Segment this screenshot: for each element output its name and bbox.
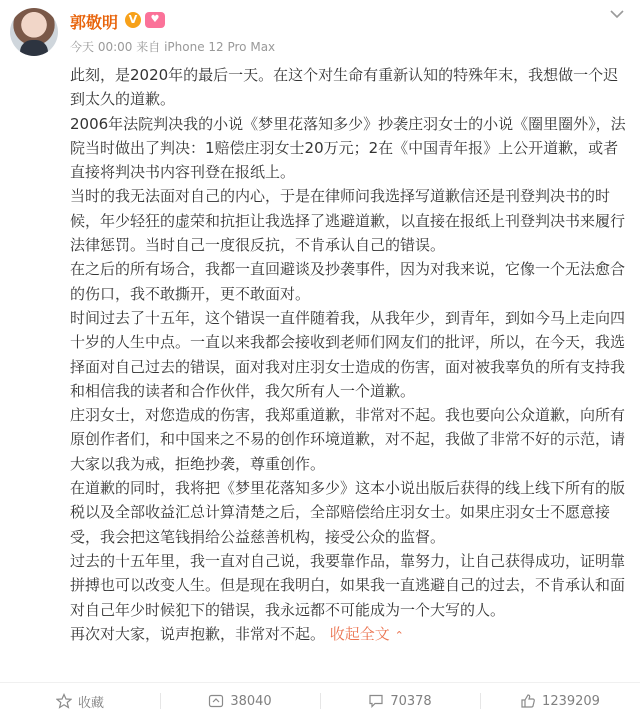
collapse-arrow-icon[interactable]: ⌃ (394, 628, 404, 642)
paragraph: 庄羽女士，对您造成的伤害，我郑重道歉，非常对不起。我也要向公众道歉，向所有原创作者们，和中国来之不易的创作环境道歉，对不起，我做了非常不好的示范，请大家以我为戒，拒绝抄袭，尊重创作。 (70, 406, 626, 473)
post-device[interactable]: iPhone 12 Pro Max (164, 40, 276, 54)
vip-badge-icon[interactable]: ♥ (145, 12, 165, 28)
post-content (70, 63, 626, 648)
thumbs-up-icon (520, 693, 536, 709)
paragraph: 在道歉的同时，我将把《梦里花落知多少》这本小说出版后获得的线上线下所有的版税以及全部收益汇总计算清楚之后，全部赔偿给庄羽女士。如果庄羽女士不愿意接受，我会把这笔钱捐给公益慈善机构，接受公众的监督。 (70, 479, 626, 546)
avatar[interactable] (10, 8, 58, 56)
username[interactable]: 郭敬明 (70, 13, 119, 32)
paragraph: 2006年法院判决我的小说《梦里花落知多少》抄袭庄羽女士的小说《圈里圈外》，法院当时做出了判决：1赔偿庄羽女士20万元；2在《中国青年报》上公开道歉，或者直接将判决书内容刊登在报纸上。 (70, 114, 626, 182)
comment-button[interactable] (320, 683, 480, 719)
post-meta (70, 38, 275, 55)
favorite-button[interactable] (0, 683, 160, 719)
paragraph: 时间过去了十五年，这个错误一直伴随着我，从我年少，到青年，到如今马上走向四十岁的人生中点。一直以来我都会接收到老师们网友们的批评，所以，在今天，我选择面对自己过去的错误，面对我对庄羽女士造成的伤害，面对被我辜负的所有支持我和相信我的读者和合作伙伴，我欠所有人一个道歉。 (70, 308, 626, 400)
last-paragraph (70, 622, 626, 648)
comment-icon (368, 693, 384, 709)
post-header (0, 0, 640, 62)
repost-count: 38040 (230, 693, 272, 709)
paragraph: 过去的十五年里，我一直对自己说，我要靠作品，靠努力，让自己获得成功，证明靠拼搏也可以改变人生。但是现在我明白，如果我一直逃避自己的过去，不肯承认和面对自己年少时候犯下的错误，我永远都不可能成为一个大写的人。 (70, 551, 626, 619)
source-prefix: 来自 (136, 40, 161, 54)
repost-icon (208, 693, 224, 709)
favorite-label: 收藏 (77, 695, 104, 711)
repost-button[interactable] (160, 683, 320, 719)
like-button[interactable] (480, 683, 640, 719)
chevron-down-icon[interactable] (608, 6, 626, 20)
collapse-full-text-link[interactable] (330, 625, 404, 643)
action-bar (0, 683, 640, 719)
like-count: 1239209 (542, 693, 600, 709)
paragraph: 此刻，是2020年的最后一天。在这个对生命有重新认知的特殊年末，我想做一个迟到太久的道歉。 (70, 66, 619, 109)
star-icon (56, 693, 72, 709)
paragraph: 在之后的所有场合，我都一直回避谈及抄袭事件，因为对我来说，它像一个无法愈合的伤口，我不敢撕开，更不敢面对。 (70, 260, 626, 303)
comment-count: 70378 (390, 693, 432, 709)
collapse-label[interactable]: 收起全文 (329, 624, 390, 643)
verified-v-icon: V (125, 12, 141, 28)
post-time: 今天 00:00 (70, 40, 133, 54)
paragraph: 当时的我无法面对自己的内心，于是在律师问我选择写道歉信还是刊登判决书的时候，年少轻狂的虚荣和抗拒让我选择了逃避道歉，以直接在报纸上刊登判决书来履行法律惩罚。当时自己一度很反抗，不肯承认自己的错误。 (70, 187, 626, 255)
last-line: 再次对大家，说声抱歉，非常对不起。 (70, 624, 326, 643)
